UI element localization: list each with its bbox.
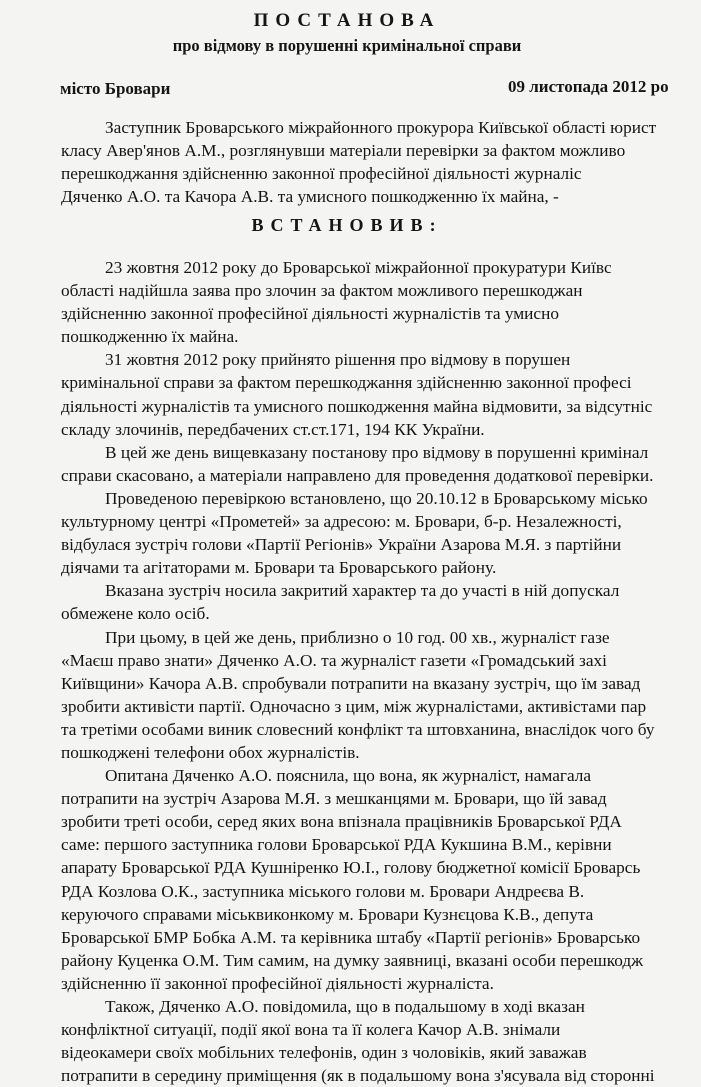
text-line: В цей же день вищевказану постанову про відмову в порушенні кримінал bbox=[105, 442, 649, 462]
text-line: пошкодженню їх майна. bbox=[61, 327, 239, 347]
text-line: здійсненню законної професійної діяльності журналістів та умисно bbox=[61, 304, 559, 324]
document-date: 09 листопада 2012 ро bbox=[508, 77, 669, 96]
document-title: ПОСТАНОВА bbox=[253, 10, 441, 31]
text-line: Також, Дяченко А.О. повідомила, що в подальшому в ході вказан bbox=[105, 997, 585, 1016]
text-line: Вказана зустріч носила закритий характер та до участі в ній допускал bbox=[105, 581, 620, 601]
text-line: апарату Броварської РДА Кушніренко Ю.І., голову бюджетної комісії Броварсь bbox=[61, 858, 641, 878]
text-line: класу Авер'янов А.М., розглянувши матеріали перевірки за фактом можливо bbox=[61, 141, 626, 161]
document-city: місто Бровари bbox=[60, 79, 171, 98]
text-line: 31 жовтня 2012 року прийнято рішення про відмову в порушен bbox=[105, 350, 571, 370]
text-line: Опитана Дяченко А.О. пояснила, що вона, як журналіст, намагала bbox=[105, 766, 592, 786]
intro-paragraph bbox=[61, 116, 701, 208]
text-line: При цьому, в цей же день, приблизно о 10 год. 00 хв., журналіст газе bbox=[105, 627, 610, 647]
body-text bbox=[61, 256, 701, 1087]
text-line: потрапити на зустріч Азарова М.Я. з мешканцями м. Бровари, що їй завад bbox=[61, 789, 607, 809]
text-line: конфліктної ситуації, події якої вона та її колега Качор А.В. знімали bbox=[61, 1020, 561, 1040]
text-line: та третіми особами виник словесний конфлікт та штовханина, внаслідок чого бу bbox=[61, 719, 655, 739]
text-line: культурному центрі «Прометей» за адресою: м. Бровари, б-р. Незалежності, bbox=[61, 512, 622, 532]
text-line: області надійшла заява про злочин за фактом можливого перешкоджан bbox=[61, 281, 583, 301]
text-line: Проведеною перевіркою встановлено, що 20.10.12 в Броварському місько bbox=[105, 488, 648, 508]
text-line: зробити активісти партії. Одночасно з цим, між журналістами, активістами пар bbox=[61, 696, 647, 716]
text-line: складу злочинів, передбачених ст.ст.171, 194 КК України. bbox=[61, 419, 485, 439]
text-line: зробити треті особи, серед яких вона впізнала працівників Броварської РДА bbox=[61, 812, 622, 832]
text-line: району Куценка О.М. Тим самим, на думку заявниці, вказані особи перешкодж bbox=[61, 950, 644, 970]
text-line: керуючого справами міськвиконкому м. Бровари Кузнєцова К.В., депута bbox=[61, 904, 594, 924]
text-line: відеокамери своїх мобільних телефонів, один з чоловіків, який заважав bbox=[61, 1043, 587, 1063]
text-line: обмежене коло осіб. bbox=[61, 604, 210, 624]
text-line: відбулася зустріч голови «Партії Регіонів» України Азарова М.Я. з партійни bbox=[61, 535, 622, 555]
document-subtitle: про відмову в порушенні кримінальної справи bbox=[172, 36, 522, 55]
text-line: кримінальної справи за фактом перешкоджання здійсненню законної професі bbox=[61, 373, 632, 393]
text-line: здійсненню її законної професійної діяльності журналіста. bbox=[61, 973, 494, 993]
text-line: Броварської БМР Бобка А.М. та керівника штабу «Партії регіонів» Броварсько bbox=[61, 927, 641, 947]
text-line: потрапити в середину приміщення (як в подальшому вона з'ясувала від сторонні bbox=[61, 1066, 655, 1086]
text-line: РДА Козлова О.К., заступника міського голови м. Бровари Андреєва В. bbox=[61, 881, 585, 901]
text-line: саме: першого заступника голови Броварської РДА Кукшина В.М., керівни bbox=[61, 835, 612, 855]
text-line: діячами та агітаторами м. Бровари та Броварського району. bbox=[61, 558, 497, 578]
text-line: пошкоджені телефони обох журналістів. bbox=[61, 742, 360, 762]
text-line: 23 жовтня 2012 року до Броварської міжрайонної прокуратури Київс bbox=[105, 258, 612, 277]
text-line: перешкоджання здійсненню законної професійної діяльності журналіс bbox=[61, 164, 582, 184]
text-line: справи скасовано, а матеріали направлено для проведення додаткової перевірки. bbox=[61, 465, 654, 485]
text-line: Заступник Броварського міжрайонного прокурора Київської області юрист bbox=[105, 118, 657, 137]
text-line: «Маєш право знати» Дяченко А.О. та журналіст газети «Громадський захі bbox=[61, 650, 607, 670]
section-heading: ВСТАНОВИВ: bbox=[251, 215, 443, 235]
text-line: діяльності журналістів та умисного пошкодження майна відмовити, за відсутніс bbox=[61, 396, 653, 416]
text-line: Київщини» Качора А.В. спробували потрапити на вказану зустріч, що їм завад bbox=[61, 673, 641, 693]
text-line: Дяченко А.О. та Качора А.В. та умисного пошкодженню їх майна, - bbox=[61, 187, 559, 207]
